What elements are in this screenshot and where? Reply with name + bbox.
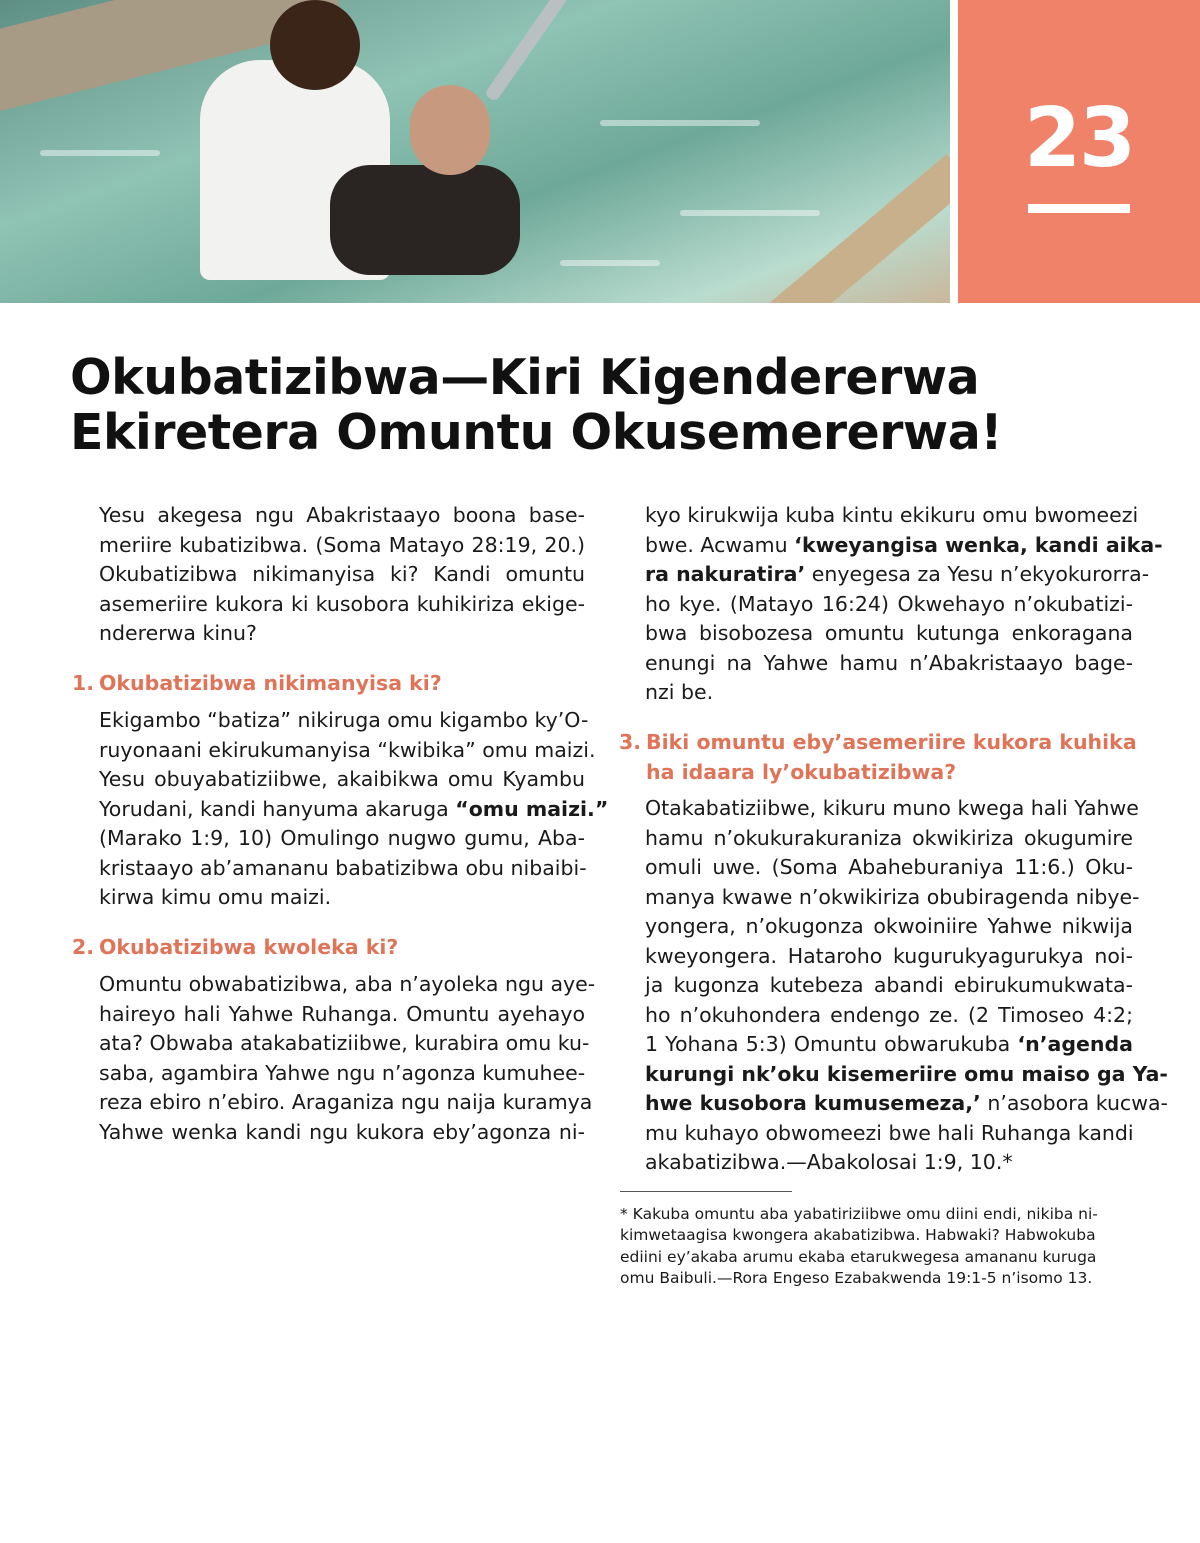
bold-text: hwe kusobora kumusemeza,’	[645, 1091, 981, 1115]
text: ho kye. (Matayo 16:24) Okwehayo n’okubatizi-	[645, 591, 1133, 616]
title-line: Ekiretera Omuntu Okusemererwa!	[70, 404, 1003, 461]
text-line	[645, 619, 1133, 649]
text: ata? Obwaba atakabatiziibwe, kurabira omu ku-	[99, 1031, 590, 1055]
text-line	[645, 1060, 1168, 1090]
text: mu kuhayo obwomeezi bwe hali Ruhanga kandi	[645, 1120, 1134, 1145]
chapter-number: 23	[1023, 91, 1135, 186]
bold-text: ‘n’agenda	[1017, 1032, 1133, 1056]
text: (Marako 1:9, 10) Omulingo nugwo gumu, Aba-	[99, 826, 585, 850]
text: n’asobora kucwa-	[980, 1091, 1168, 1115]
text-line	[99, 854, 585, 884]
text-line	[645, 531, 1163, 561]
text: Ekigambo “batiza” nikiruga omu kigambo ky’O-	[99, 708, 589, 732]
text: manya kwawe n’okwikiriza obubiragenda nibye-	[645, 884, 1140, 909]
bold-text: kurungi nk’oku kisemeriire omu maiso ga Ya-	[645, 1061, 1168, 1086]
text-line	[99, 1000, 585, 1030]
text-line	[99, 1059, 585, 1089]
text-line	[99, 531, 585, 561]
text-line	[645, 678, 1133, 708]
footnote	[620, 1204, 1112, 1289]
text-line	[645, 590, 1133, 620]
text-line	[645, 853, 1133, 883]
text-line	[645, 971, 1133, 1001]
footnote-divider	[620, 1191, 792, 1192]
text: nzi be.	[645, 680, 714, 704]
section-1-body	[99, 706, 609, 913]
text: Yesu obuyabatiziibwe, akaibikwa omu Kyambu	[99, 767, 585, 791]
text: kweyongera. Hataroho kugurukyagurukya noi-	[645, 943, 1133, 968]
text: 1 Yohana 5:3) Omuntu obwarukuba	[645, 1032, 1018, 1056]
section-2-body	[99, 970, 596, 1147]
text-line	[645, 560, 1150, 590]
footnote-line: kimwetaagisa kwongera akabatizibwa. Habwaki? Habwokuba	[620, 1226, 1096, 1245]
text: kyo kirukwija kuba kintu ekikuru omu bwomeezi	[645, 503, 1139, 527]
text-line	[99, 970, 596, 1000]
text-line	[99, 501, 585, 531]
bold-text: ra nakuratira’	[645, 562, 806, 586]
text: Yahwe wenka kandi ngu kukora eby’agonza ni-	[99, 1119, 585, 1144]
text-line	[99, 736, 596, 766]
heading-line	[72, 933, 398, 963]
text: reza ebiro n’ebiro. Araganiza ngu naija kuramya	[99, 1090, 593, 1114]
heading-text: Biki omuntu eby’asemeriire kukora kuhika	[646, 730, 1137, 754]
text: ndererwa kinu?	[99, 621, 257, 645]
text-line	[645, 501, 1139, 531]
text-line	[99, 824, 585, 854]
section-3-body	[645, 794, 1168, 1178]
text: yongera, n’okugonza okwoiniire Yahwe nikwija	[645, 914, 1133, 938]
text: Yesu akegesa ngu Abakristaayo boona base-	[99, 503, 585, 527]
section-number: 3.	[619, 730, 642, 754]
text: bwe. Acwamu	[645, 532, 795, 557]
text-line	[645, 649, 1133, 679]
text-line	[99, 1088, 593, 1118]
text: bwa bisobozesa omuntu kutunga enkoragana	[645, 621, 1133, 645]
title-line: Okubatizibwa—Kiri Kigendererwa	[70, 349, 980, 406]
text-line	[645, 794, 1139, 824]
text-line	[645, 1089, 1168, 1119]
text: akabatizibwa.—Abakolosai 1:9, 10.*	[645, 1150, 1013, 1174]
text: enungi na Yahwe hamu n’Abakristaayo bage-	[645, 650, 1133, 675]
text: asemeriire kukora ki kusobora kuhikiriza ekige-	[99, 591, 585, 616]
text: kristaayo ab’amananu babatizibwa obu nibaibi-	[99, 855, 587, 880]
bold-text: ‘kweyangisa wenka, kandi aika-	[794, 532, 1163, 557]
section-number: 2.	[72, 935, 95, 959]
heading-text: ha idaara ly’okubatizibwa?	[646, 759, 957, 784]
text-line	[99, 883, 585, 913]
heading-text: Okubatizibwa kwoleka ki?	[99, 935, 399, 959]
footnote-line: omu Baibuli.—Rora Engeso Ezabakwenda 19:1-5 n’isomo 13.	[620, 1268, 1093, 1287]
text-line	[99, 1118, 585, 1148]
text: ruyonaani ekirukumanyisa “kwibika” omu maizi.	[99, 737, 596, 762]
text: Okubatizibwa nikimanyisa ki? Kandi omuntu	[99, 562, 585, 586]
text: omuli uwe. (Soma Abaheburaniya 11:6.) Oku-	[645, 855, 1133, 879]
heading-line	[619, 728, 1137, 758]
text-line	[99, 706, 589, 736]
text: saba, agambira Yahwe ngu n’agonza kumuhee-	[99, 1060, 586, 1085]
text: enyegesa za Yesu n’ekyokurorra-	[805, 562, 1150, 586]
text: Otakabatiziibwe, kikuru muno kwega hali Yahwe	[645, 796, 1139, 820]
text: kirwa kimu omu maizi.	[99, 885, 332, 909]
heading-text: Okubatizibwa nikimanyisa ki?	[99, 671, 442, 695]
text: Yorudani, kandi hanyuma akaruga	[99, 796, 456, 821]
section-2-heading	[72, 933, 398, 963]
chapter-underline	[1028, 204, 1130, 213]
text-line	[645, 824, 1133, 854]
text: ho n’okuhondera endengo ze. (2 Timoseo 4:2;	[645, 1002, 1133, 1027]
text-line	[99, 1029, 590, 1059]
intro-paragraph	[99, 501, 585, 649]
text-line	[645, 912, 1133, 942]
text-line	[99, 765, 585, 795]
section-3-heading	[619, 728, 1137, 787]
baptism-photo	[0, 0, 950, 303]
text: hamu n’okukurakuraniza okwikiriza okugumire	[645, 825, 1133, 850]
footnote-line: * Kakuba omuntu aba yabatiriziibwe omu diini endi, nikiba ni-	[620, 1205, 1098, 1223]
text-line	[99, 619, 585, 649]
section-number: 1.	[72, 671, 95, 695]
chapter-number-box	[958, 0, 1200, 303]
text-line	[645, 1148, 1133, 1178]
text: Omuntu obwabatizibwa, aba n’ayoleka ngu aye-	[99, 972, 596, 996]
text-line	[645, 942, 1133, 972]
text-line	[99, 795, 609, 825]
text-line	[645, 1030, 1133, 1060]
footnote-line: ediini ey’akaba arumu ekaba etarukwegesa amananu kuruga	[620, 1247, 1097, 1266]
bold-text: “omu maizi.”	[455, 796, 609, 821]
text: haireyo hali Yahwe Ruhanga. Omuntu ayehayo	[99, 1001, 585, 1026]
section-1-heading	[72, 669, 442, 699]
section-2-body-continued	[645, 501, 1163, 708]
heading-line	[72, 669, 442, 699]
text-line	[645, 1001, 1133, 1031]
text-line	[99, 560, 585, 590]
text: ja kugonza kutebeza abandi ebirukumukwata-	[645, 973, 1133, 997]
text-line	[645, 1119, 1133, 1149]
text-line	[645, 883, 1140, 913]
text-line	[99, 590, 585, 620]
text: meriire kubatizibwa. (Soma Matayo 28:19, 20.)	[99, 532, 585, 557]
heading-line	[619, 758, 1137, 788]
page-title	[70, 350, 1002, 460]
